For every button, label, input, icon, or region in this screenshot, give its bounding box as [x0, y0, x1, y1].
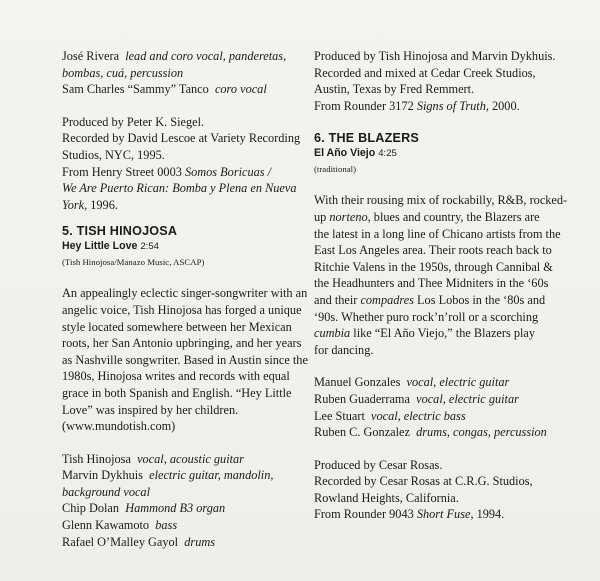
- description-line: An appealingly eclectic singer-songwriter with an: [62, 286, 308, 301]
- recording-credit: Recorded by David Lescoe at Variety Recording: [62, 131, 301, 146]
- track-heading: 6. THE BLAZERS: [314, 131, 419, 146]
- description-line: Ritchie Valens in the 1950s, through Cannibal &: [314, 259, 553, 274]
- personnel-line: Marvin Dykhuis electric guitar, mandolin,: [62, 468, 274, 483]
- description-line: 1980s, Hinojosa writes and records with equal: [62, 369, 290, 384]
- personnel-line: Ruben Guaderrama vocal, electric guitar: [314, 391, 519, 406]
- personnel-line-continued: bombas, cuá, percussion: [62, 65, 184, 80]
- producer-credit: Produced by Tish Hinojosa and Marvin Dykhuis.: [314, 49, 556, 63]
- artist-description: [314, 192, 576, 358]
- source-credit-continued: York, 1996.: [62, 197, 118, 212]
- description-line: up norteno, blues and country, the Blazers are: [314, 209, 540, 224]
- source-credit-continued: We Are Puerto Rican: Bomba y Plena en Nueva: [62, 181, 297, 196]
- personnel-line: Rafael O’Malley Gayol drums: [62, 534, 216, 549]
- personnel-list: [314, 374, 576, 440]
- description-line: East Los Angeles area. Their roots reach back to: [314, 243, 552, 258]
- personnel-line-continued: background vocal: [62, 484, 150, 499]
- left-column: [62, 48, 324, 550]
- personnel-line: Tish Hinojosa vocal, acoustic guitar: [62, 451, 244, 466]
- song-title: El Año Viejo 4:25: [314, 147, 397, 160]
- website-text: (www.mundotish.com): [62, 419, 176, 434]
- recording-credit-continued: Studios, NYC, 1995.: [62, 147, 165, 162]
- description-line: as Nashville songwriter. Based in Austin since the: [62, 352, 308, 367]
- source-credit: From Henry Street 0003 Somos Boricuas /: [62, 164, 272, 179]
- description-line: the latest in a long line of Chicano artists from the: [314, 226, 561, 241]
- description-line: Love” was inspired by her children.: [62, 402, 239, 417]
- description-line: roots, her San Antonio upbringing, and her years: [62, 336, 302, 351]
- description-line: grace in both Spanish and English. “Hey Little: [62, 385, 292, 400]
- song-title: Hey Little Love 2:54: [62, 240, 159, 253]
- songwriter-credit: (traditional): [314, 164, 357, 175]
- personnel-line: Lee Stuart vocal, electric bass: [314, 408, 466, 423]
- songwriter-credit: (Tish Hinojosa/Manazo Music, ASCAP): [62, 257, 205, 268]
- personnel-line: José Rivera lead and coro vocal, panderetas,: [62, 49, 287, 63]
- description-line: ‘90s. Whether puro rock’n’roll or a scorching: [314, 309, 539, 324]
- personnel-line: Manuel Gonzales vocal, electric guitar: [314, 375, 510, 390]
- description-line: angelic voice, Tish Hinojosa has forged a unique: [62, 302, 302, 317]
- recording-credit: Recorded and mixed at Cedar Creek Studios,: [314, 65, 536, 80]
- producer-credit: Produced by Cesar Rosas.: [314, 457, 443, 472]
- description-line: and their compadres Los Lobos in the ‘80s and: [314, 292, 546, 307]
- description-line: the Headhunters and Thee Midniters in the ‘60s: [314, 276, 549, 291]
- artist-description: [62, 285, 324, 434]
- recording-credit: Recorded by Cesar Rosas at C.R.G. Studios,: [314, 474, 533, 489]
- track-heading: 5. TISH HINOJOSA: [62, 224, 178, 239]
- recording-credit-continued: Rowland Heights, California.: [314, 490, 459, 505]
- personnel-line: Glenn Kawamoto bass: [62, 518, 178, 533]
- source-credit: From Rounder 3172 Signs of Truth, 2000.: [314, 98, 520, 113]
- right-column: [314, 48, 576, 523]
- recording-credit-continued: Austin, Texas by Fred Remmert.: [314, 82, 475, 97]
- personnel-line: Chip Dolan Hammond B3 organ: [62, 501, 226, 516]
- personnel-line: Sam Charles “Sammy” Tanco coro vocal: [62, 82, 267, 97]
- description-line: for dancing.: [314, 342, 374, 357]
- description-line: cumbia like “El Año Viejo,” the Blazers play: [314, 326, 536, 341]
- source-credit: From Rounder 9043 Short Fuse, 1994.: [314, 507, 505, 522]
- producer-credit: Produced by Peter K. Siegel.: [62, 114, 205, 129]
- description-line: style located somewhere between her Mexican: [62, 319, 292, 334]
- song-duration: 4:25: [378, 148, 397, 160]
- personnel-list: [62, 451, 324, 551]
- song-duration: 2:54: [140, 241, 159, 253]
- description-line: With their rousing mix of rockabilly, R&B, rocked-: [314, 193, 568, 208]
- personnel-line: Ruben C. Gonzalez drums, congas, percussion: [314, 425, 547, 440]
